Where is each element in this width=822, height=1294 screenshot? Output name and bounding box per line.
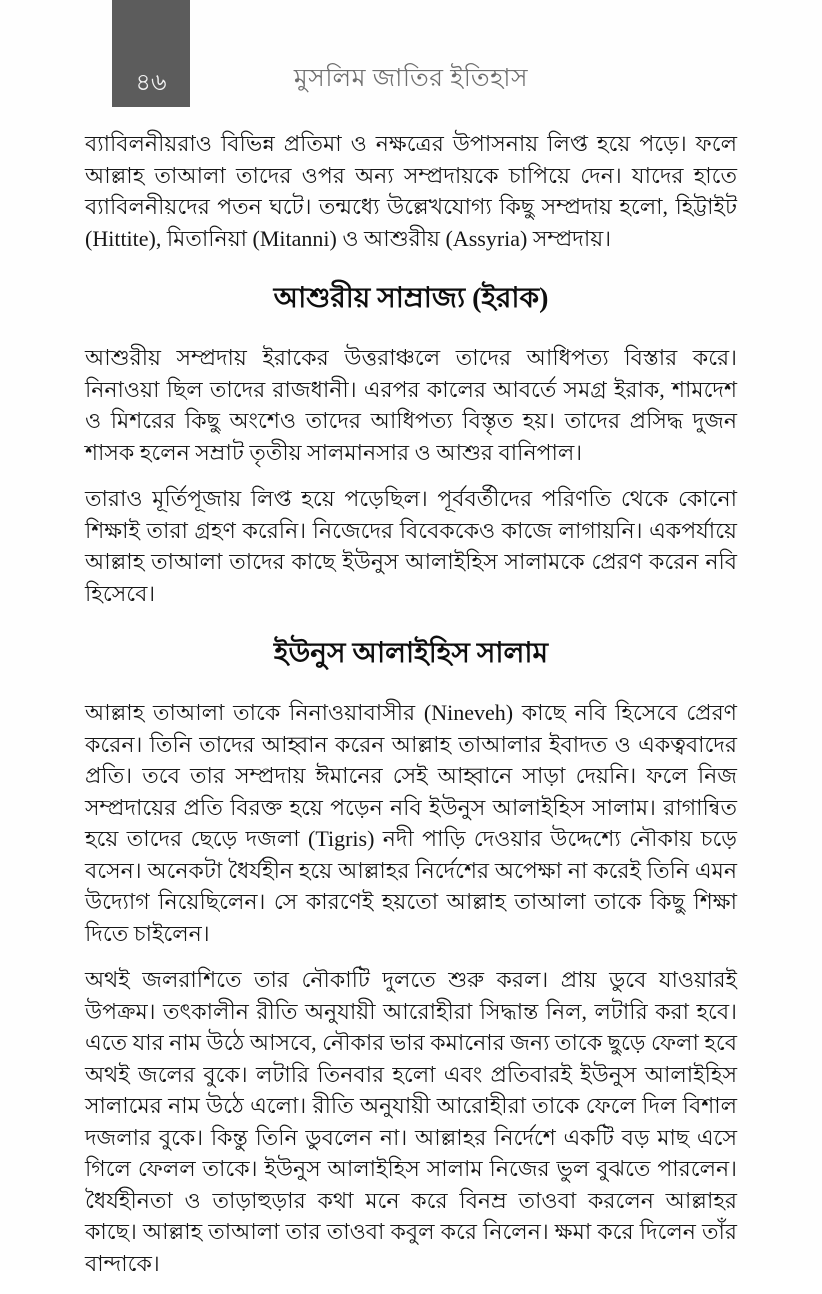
paragraph-yunus-mission: আল্লাহ তাআলা তাকে নিনাওয়াবাসীর (Nineveh) কাছে নবি হিসেবে প্রেরণ করেন। তিনি তাদের আহ্বান করেন আল্লাহ তাআলার ইবাদত ও একত্ববাদের প্রতি। তবে তার সম্প্রদায় ঈমানের সেই আহ্বানে সাড়া দেয়নি। ফলে নিজ সম্প্রদায়ের প্রতি বিরক্ত হয়ে পড়েন নবি ইউনুস আলাইহিস সালাম। রাগান্বিত হয়ে তাদের ছেড়ে দজলা (Tigris) নদী পাড়ি দেওয়ার উদ্দেশ্যে নৌকায় চড়ে বসেন। অনেকটা ধৈর্যহীন হয়ে আল্লাহর নির্দেশের অপেক্ষা না করেই তিনি এমন উদ্যোগ নিয়েছিলেন। সে কারণেই হয়তো আল্লাহ তাআলা তাকে কিছু শিক্ষা দিতে চাইলেন। — [85, 700, 737, 946]
page-number: ৪৬ — [135, 70, 167, 96]
paragraph-yunus-lottery: অথই জলরাশিতে তার নৌকাটি দুলতে শুরু করল। প্রায় ডুবে যাওয়ারই উপক্রম। তৎকালীন রীতি অনুযায়ী আরোহীরা সিদ্ধান্ত নিল, লটারি করা হবে। এতে যার নাম উঠে আসবে, নৌকার ভার কমানোর জন্য তাকে ছুড়ে ফেলা হবে অথই জলের বুকে। লটারি তিনবার হলো এবং প্রতিবারই ইউনুস আলাইহিস সালামের নাম উঠে এলো। রীতি অনুযায়ী আরোহীরা তাকে ফেলে দিল বিশাল দজলার বুকে। কিন্তু তিনি ডুবলেন না। আল্লাহর নির্দেশে একটি বড় মাছ এসে গিলে ফেলল তাকে। ইউনুস আলাইহিস সালাম নিজের ভুল বুঝতে পারলেন। ধৈর্যহীনতা ও তাড়াহুড়ার কথা মনে করে বিনম্র তাওবা করলেন আল্লাহর কাছে। আল্লাহ তাআলা তার তাওবা কবুল করে নিলেন। ক্ষমা করে দিলেন তাঁর বান্দাকে। — [85, 967, 737, 1276]
paragraph-babylonians: ব্যাবিলনীয়রাও বিভিন্ন প্রতিমা ও নক্ষত্রের উপাসনায় লিপ্ত হয়ে পড়ে। ফলে আল্লাহ তাআলা তাদের ওপর অন্য সম্প্রদায়কে চাপিয়ে দেন। যাদের হাতে ব্যাবিলনীয়দের পতন ঘটে। তন্মধ্যে উল্লেখযোগ্য কিছু সম্প্রদায় হলো, হিট্টাইট (Hittite), মিতানিয়া (Mitanni) ও আশুরীয় (Assyria) সম্প্রদায়। — [85, 131, 737, 251]
section-heading-assyrian-empire: আশুরীয় সাম্রাজ্য (ইরাক) — [273, 283, 549, 314]
page-content — [85, 128, 737, 1294]
paragraph-assyrian-dominion: আশুরীয় সম্প্রদায় ইরাকের উত্তরাঞ্চলে তাদের আধিপত্য বিস্তার করে। নিনাওয়া ছিল তাদের রাজধানী। এরপর কালের আবর্তে সমগ্র ইরাক, শামদেশ ও মিশরের কিছু অংশেও তাদের আধিপত্য বিস্তৃত হয়। তাদের প্রসিদ্ধ দুজন শাসক হলেন সম্রাট তৃতীয় সালমানসার ও আশুর বানিপাল। — [85, 345, 737, 465]
paragraph-idol-worship: তারাও মূর্তিপূজায় লিপ্ত হয়ে পড়েছিল। পূর্ববর্তীদের পরিণতি থেকে কোনো শিক্ষাই তারা গ্রহণ করেনি। নিজেদের বিবেককেও কাজে লাগায়নি। একপর্যায়ে আল্লাহ তাআলা তাদের কাছে ইউনুস আলাইহিস সালামকে প্রেরণ করেন নবি হিসেবে। — [85, 486, 737, 606]
running-header-book-title: মুসলিম জাতির ইতিহাস — [293, 65, 529, 92]
section-heading-yunus: ইউনুস আলাইহিস সালাম — [273, 638, 549, 669]
